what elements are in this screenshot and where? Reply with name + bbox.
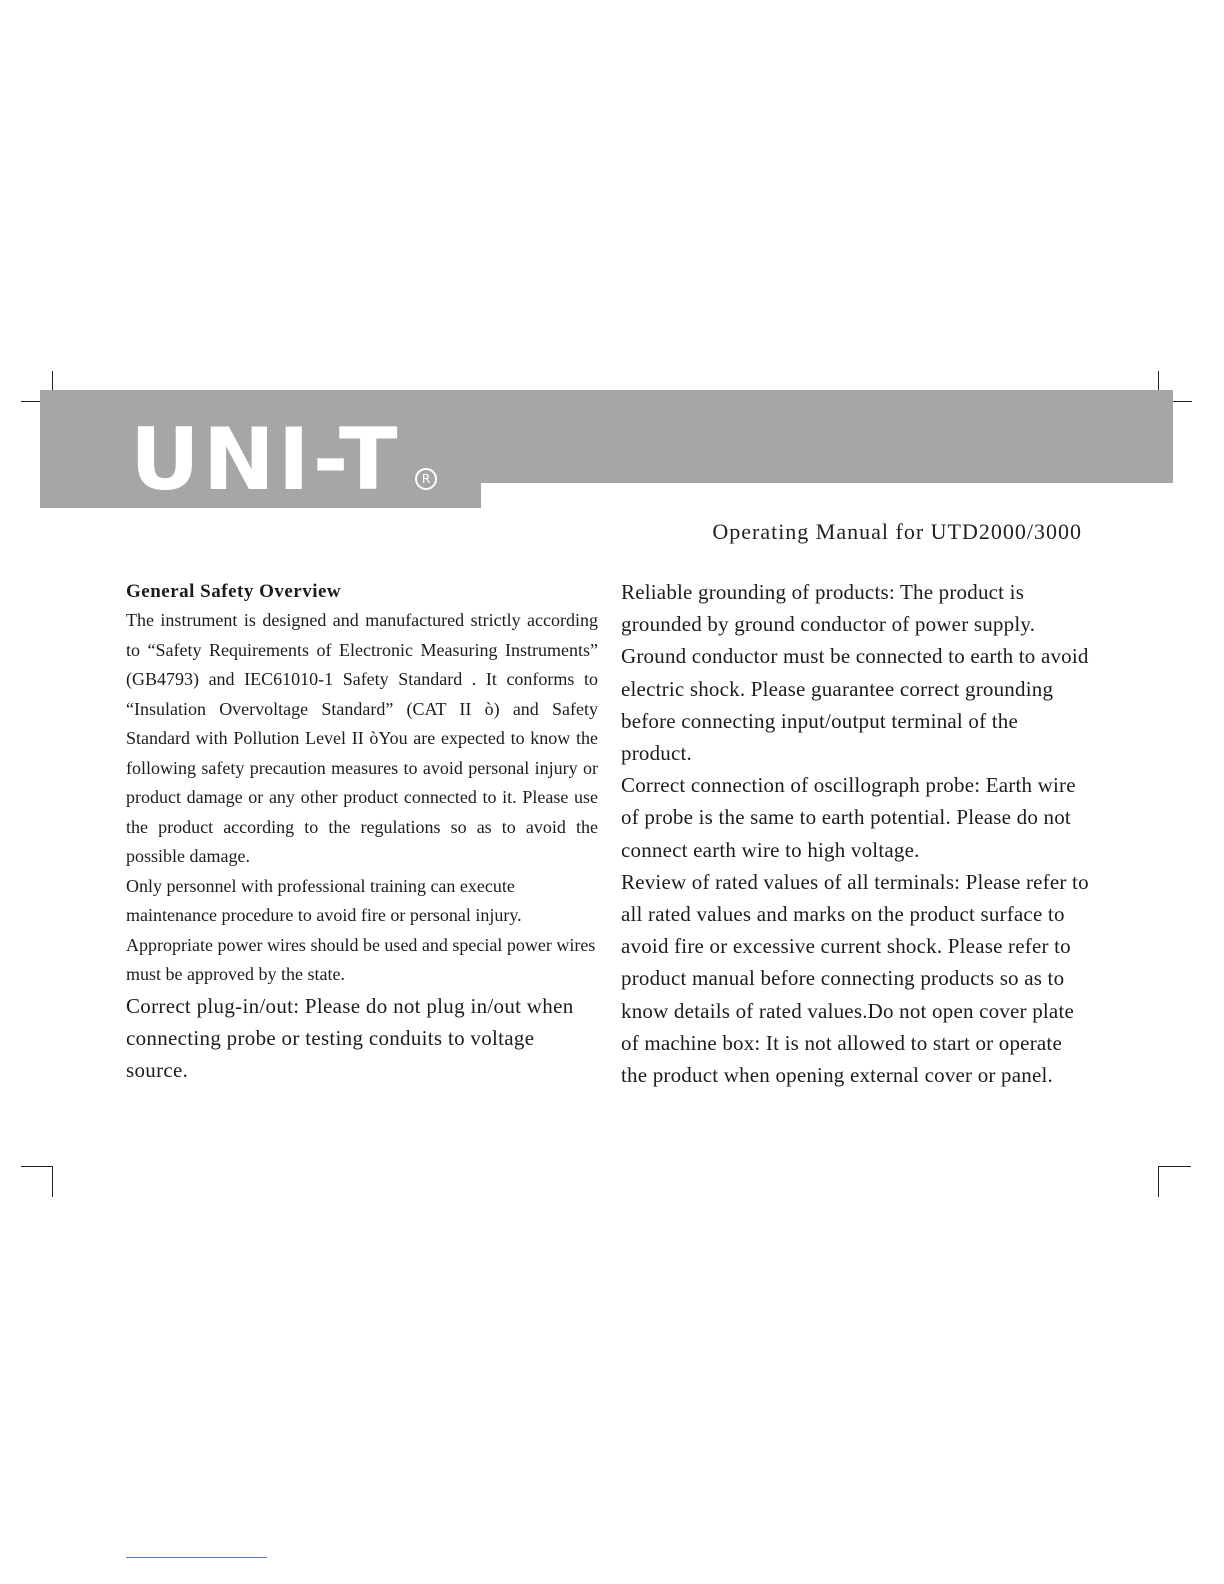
paragraph-overview: The instrument is designed and manufactured strictly according to “Safety Requirements of Electronic Measuring Instruments” (GB4793) and IEC61010-1 Safety Standard . It conforms to “Insulation Overvoltage Standard” (CAT II ò) and Safety Standard with Pollution Level II òYou are expected to know the following safety precaution measures to avoid personal injury or product damage or any other product connected to it. Please use the product according to the regulations so as to avoid the possible damage.	[126, 610, 598, 866]
paragraph-probe: Correct connection of oscillograph probe: Earth wire of probe is the same to earth potential. Please do not connect earth wire to high voltage.	[621, 773, 1076, 862]
paragraph-grounding: Reliable grounding of products: The product is grounded by ground conductor of power supply. Ground conductor must be connected to earth to avoid electric shock. Please guarantee correct grounding before connecting input/output terminal of the product.	[621, 580, 1089, 766]
right-column	[621, 576, 1091, 1091]
paragraph-plug: Correct plug-in/out: Please do not plug in/out when connecting probe or testing conduits to voltage source.	[126, 993, 574, 1082]
crop-mark-bottom-left-h	[21, 1166, 53, 1167]
paragraph-rated-values: Review of rated values of all terminals: Please refer to all rated values and marks on the product surface to avoid fire or excessive current shock. Please refer to product manual before connecting products so as to know details of rated values.Do not open cover plate of machine box: It is not allowed to start or operate the product when opening external cover or panel.	[621, 869, 1089, 1088]
crop-mark-top-left-h	[21, 401, 40, 402]
crop-mark-top-right-h	[1173, 401, 1192, 402]
crop-mark-top-left-v	[52, 371, 53, 390]
section-heading: General Safety Overview	[126, 581, 342, 602]
brand-logo: UNI-T	[130, 410, 401, 510]
registered-mark-icon: R	[415, 468, 437, 490]
crop-mark-bottom-right-h	[1158, 1166, 1191, 1167]
crop-mark-bottom-right-v	[1158, 1166, 1159, 1197]
left-column	[126, 578, 598, 1086]
crop-mark-bottom-left-v	[52, 1166, 53, 1197]
document-title: Operating Manual for UTD2000/3000	[712, 519, 1082, 544]
footer-rule	[126, 1557, 267, 1558]
crop-mark-top-right-v	[1158, 371, 1159, 390]
paragraph-maintenance: Only personnel with professional training can execute maintenance procedure to avoid fire or personal injury. Appropriate power wires should be used and special power wires must be approved by the state.	[126, 875, 596, 984]
